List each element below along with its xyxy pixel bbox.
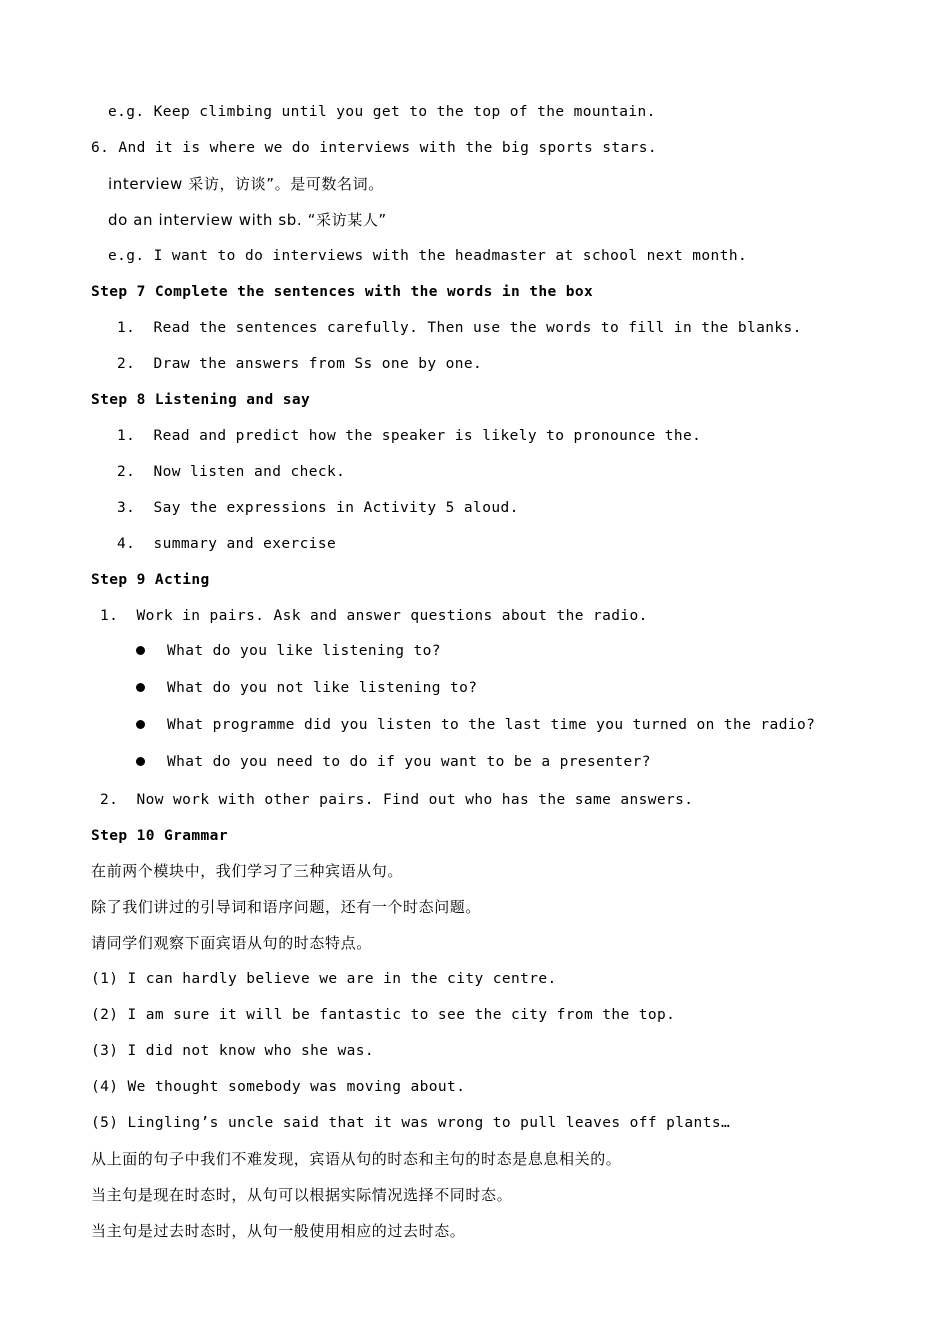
vocab-note: interview 采访，访谈”。是可数名词。 — [108, 175, 384, 193]
bullet-item: What do you not like listening to? — [167, 680, 478, 696]
numbered-sentence: 6. And it is where we do interviews with the big sports stars. — [91, 140, 658, 156]
list-item: 4. summary and exercise — [117, 536, 337, 552]
paragraph: 当主句是现在时态时，从句可以根据实际情况选择不同时态。 — [91, 1186, 513, 1204]
bullet-icon — [136, 646, 145, 655]
bullet-icon — [136, 683, 145, 692]
example-sentence: (3) I did not know who she was. — [91, 1043, 375, 1059]
paragraph: 当主句是过去时态时，从句一般使用相应的过去时态。 — [91, 1222, 466, 1240]
paragraph: 请同学们观察下面宾语从句的时态特点。 — [91, 934, 372, 952]
bullet-item: What programme did you listen to the last time you turned on the radio? — [167, 717, 816, 733]
phrase-note: do an interview with sb. “采访某人” — [108, 211, 387, 229]
step-8-heading: Step 8 Listening and say — [91, 392, 311, 408]
example-sentence: (1) I can hardly believe we are in the city centre. — [91, 971, 557, 987]
step-10-heading: Step 10 Grammar — [91, 828, 228, 844]
paragraph: 从上面的句子中我们不难发现，宾语从句的时态和主句的时态是息息相关的。 — [91, 1150, 622, 1168]
bullet-icon — [136, 720, 145, 729]
list-item: 3. Say the expressions in Activity 5 aloud. — [117, 500, 519, 516]
list-item: 1. Work in pairs. Ask and answer questions about the radio. — [100, 608, 648, 624]
bullet-icon — [136, 757, 145, 766]
example-sentence: (2) I am sure it will be fantastic to see the city from the top. — [91, 1007, 676, 1023]
list-item: 2. Now listen and check. — [117, 464, 346, 480]
paragraph: 除了我们讲过的引导词和语序问题，还有一个时态问题。 — [91, 898, 482, 916]
step-9-heading: Step 9 Acting — [91, 572, 210, 588]
list-item: 1. Read and predict how the speaker is likely to pronounce the. — [117, 428, 702, 444]
bullet-item: What do you need to do if you want to be a presenter? — [167, 754, 651, 770]
list-item: 2. Now work with other pairs. Find out who has the same answers. — [100, 792, 694, 808]
list-item: 2. Draw the answers from Ss one by one. — [117, 356, 483, 372]
list-item: 1. Read the sentences carefully. Then use the words to fill in the blanks. — [117, 320, 802, 336]
example-sentence: e.g. I want to do interviews with the headmaster at school next month. — [108, 248, 748, 264]
paragraph: 在前两个模块中，我们学习了三种宾语从句。 — [91, 862, 404, 880]
step-7-heading: Step 7 Complete the sentences with the words in the box — [91, 284, 594, 300]
example-sentence: (5) Lingling’s uncle said that it was wrong to pull leaves off plants… — [91, 1115, 731, 1131]
bullet-item: What do you like listening to? — [167, 643, 441, 659]
example-sentence: e.g. Keep climbing until you get to the top of the mountain. — [108, 104, 656, 120]
example-sentence: (4) We thought somebody was moving about. — [91, 1079, 466, 1095]
